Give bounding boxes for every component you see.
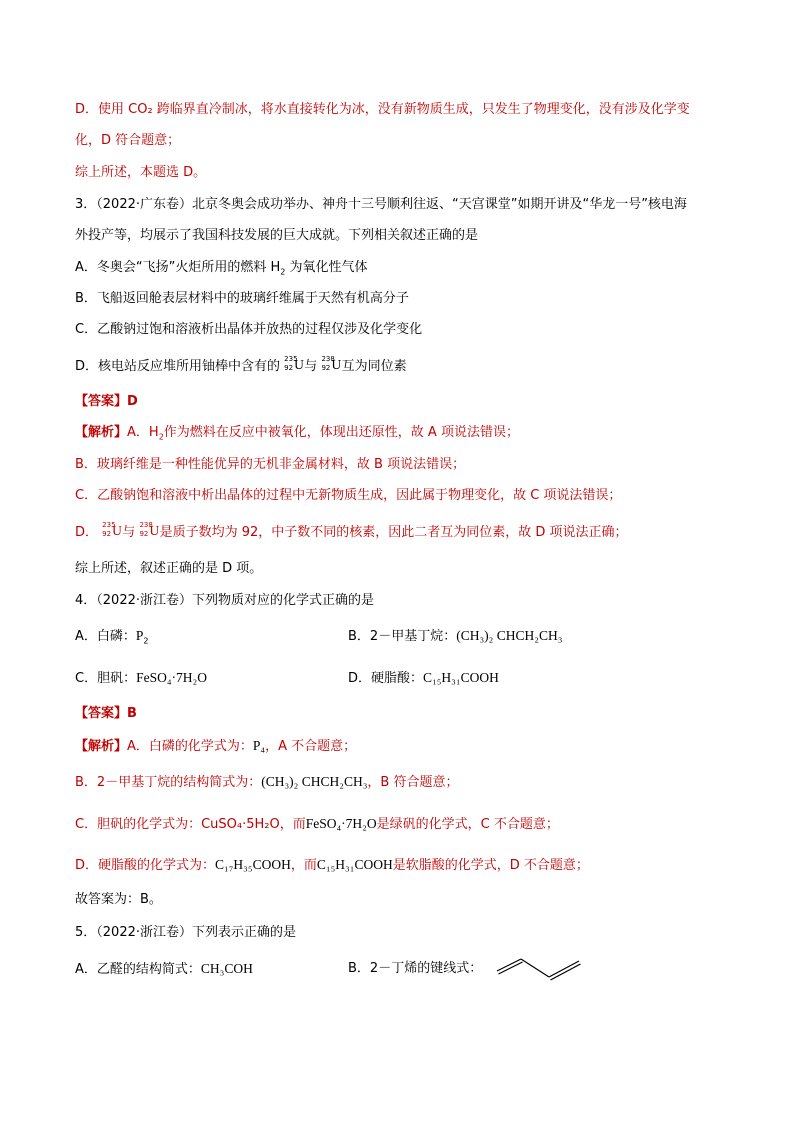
q3-option-c: C．乙酸钠过饱和溶液析出晶体并放热的过程仅涉及化学变化 [75, 322, 423, 337]
q3-option-b: B．飞船返回舱表层材料中的玻璃纤维属于天然有机高分子 [75, 291, 409, 306]
q4-option-c: C．胆矾：FeSO₄·7H₂O [75, 670, 207, 686]
q3-answer: 【答案】D [75, 394, 138, 409]
q3-option-a [75, 259, 368, 277]
nuclide-u235-analysis: 235 92 U [102, 521, 122, 538]
q2-option-d-line2: 化，D 符合题意； [75, 133, 181, 148]
q3-analysis-b: B．玻璃纤维是一种性能优异的无机非金属材料，故 B 项说法错误； [75, 457, 466, 472]
q4-option-d: D．硬脂酸：C₁₅H₃₁COOH [348, 670, 499, 686]
q5-option-a: A．乙醛的结构简式：CH₃COH [75, 961, 253, 977]
q3-option-d-post: 互为同位素 [341, 359, 407, 374]
q3-option-d [75, 357, 407, 376]
q3-option-d-pre: D．核电站反应堆所用铀棒中含有的 [75, 359, 281, 374]
q3-option-a-sub: 2 [280, 267, 286, 277]
nuclide-u235: 235 92 U [284, 355, 304, 372]
q4-analysis-a: 【解析】A．白磷的化学式为：P₄，A 不合题意； [75, 738, 357, 754]
q4-summary: 故答案为：B。 [75, 892, 162, 907]
q4-stem: 4．（2022·浙江卷）下列物质对应的化学式正确的是 [75, 593, 374, 608]
nuclide-u238: 238 92 U [321, 355, 342, 372]
nuclide-u238-analysis: 238 92 U [139, 521, 160, 538]
q3-stem-line1: 3．（2022·广东卷）北京冬奥会成功举办、神舟十三号顺利往返、“天宫课堂”如期开讲及“华龙一号”核电海 [75, 197, 687, 212]
q5-option-b: B．2－丁烯的键线式： [348, 961, 483, 976]
q5-stem: 5．（2022·浙江卷）下列表示正确的是 [75, 925, 296, 940]
q3-option-a-text: A．冬奥会“飞扬”火炬所用的燃料 H [75, 260, 281, 275]
q3-option-d-mid: 与 [304, 359, 318, 374]
q3-analysis-c: C．乙酸钠饱和溶液中析出晶体的过程中无新物质生成，因此属于物理变化，故 C 项说法错误； [75, 488, 622, 503]
q4-analysis-b: B．2－甲基丁烷的结构简式为：(CH₃)₂ CHCH₂CH₃，B 符合题意； [75, 774, 459, 790]
q3-option-a-post: 为氧化性气体 [285, 260, 368, 275]
2-butene-skeletal-formula [493, 951, 585, 981]
q3-analysis-label: 【解析】 [75, 425, 128, 440]
q4-answer: 【答案】B [75, 706, 137, 721]
q2-option-d-line1: D．使用 CO₂ 跨临界直冷制冰，将水直接转化为冰，没有新物质生成，只发生了物理变化，没有涉及化学变 [75, 102, 690, 117]
q4-analysis-c: C．胆矾的化学式为：CuSO₄·5H₂O，而FeSO₄·7H₂O是绿矾的化学式，C 不合题意； [75, 816, 559, 832]
q3-summary: 综上所述，叙述正确的是 D 项。 [75, 561, 263, 576]
q3-stem-line2: 外投产等，均展示了我国科技发展的巨大成就。下列相关叙述正确的是 [75, 228, 479, 243]
q4-option-a: A．白磷：$P_2$ [75, 628, 149, 646]
q2-summary: 综上所述，本题选 D。 [75, 165, 207, 180]
q3-analysis-a: 【解析】A．$H_2$作为燃料在反应中被氧化，体现出还原性，故 A 项说法错误； [75, 425, 519, 442]
q3-analysis-d: D． 235 92 U 与 238 92 U 是质子数均为 92，中子数不同的核素，因此二者互为同位素，故 D 项说法正确； [75, 521, 628, 540]
q4-option-b: B．2－甲基丁烷：(CH₃)₂ CHCH₂CH₃ [348, 628, 563, 644]
q4-analysis-d: D．硬脂酸的化学式为：C₁₇H₃₅COOH，而C₁₅H₃₁COOH是软脂酸的化学式，D 不合题意； [75, 857, 589, 873]
